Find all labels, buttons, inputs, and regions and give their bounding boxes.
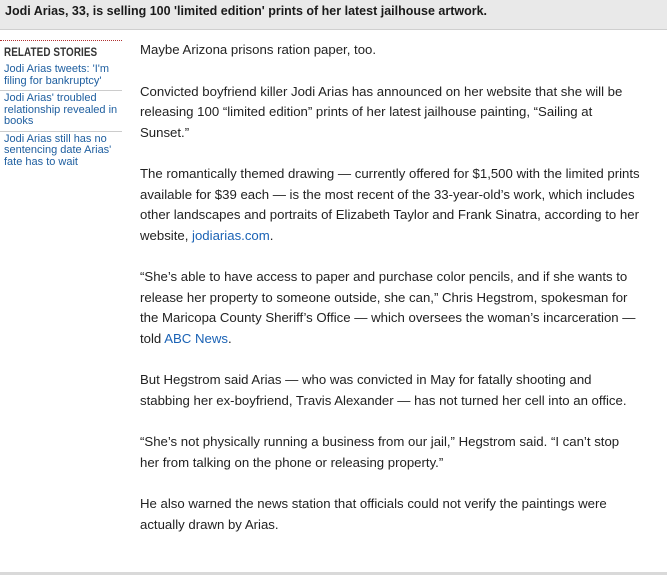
website-link[interactable]: jodiarias.com (192, 227, 270, 243)
paragraph-text: . (269, 227, 274, 243)
article-paragraph (140, 164, 640, 246)
paragraph-text: “She’s able to have access to paper and purchase color pencils, and if she wants to release her property to someone outside, she can,” Chris Hegstrom, spokesman for the Maricopa County Sheriff’s Office — which oversees the woman’s incarceration — told (140, 269, 636, 346)
related-stories-heading: RELATED STORIES (4, 47, 98, 59)
bottom-divider (0, 572, 667, 575)
related-story-link[interactable]: Jodi Arias still has no sentencing date Arias' fate has to wait (0, 131, 122, 172)
article-paragraph (140, 267, 640, 349)
article-paragraph: He also warned the news station that officials could not verify the paintings were actually drawn by Arias. (140, 496, 607, 532)
article-paragraph: Convicted boyfriend killer Jodi Arias has announced on her website that she will be releasing 100 “limited edition” prints of her latest jailhouse painting, “Sailing at Sunset.” (140, 83, 623, 140)
photo-caption: Jodi Arias, 33, is selling 100 'limited edition' prints of her latest jailhouse artwork. (0, 0, 667, 30)
article-paragraph: But Hegstrom said Arias — who was convicted in May for fatally shooting and stabbing her ex-boyfriend, Travis Alexander — has not turned her cell into an office. (140, 372, 627, 408)
abc-news-link[interactable]: ABC News (164, 330, 228, 346)
article-body (140, 40, 640, 556)
related-story-link[interactable]: Jodi Arias' troubled relationship revealed in books (0, 90, 122, 131)
related-stories-sidebar (0, 40, 122, 171)
paragraph-text: . (227, 330, 232, 346)
article-paragraph: Maybe Arizona prisons ration paper, too. (140, 42, 377, 57)
paragraph-text: The romantically themed drawing — currently offered for $1,500 with the limited prints available for $39 each — is the most recent of the 33-year-old’s work, which includes other landscapes and portraits of Elizabeth Taylor and Frank Sinatra, according to her website, (140, 166, 640, 243)
related-story-link[interactable]: Jodi Arias tweets: 'I'm filing for bankruptcy' (4, 63, 110, 87)
sidebar-divider (0, 40, 122, 41)
article-paragraph: “She’s not physically running a business from our jail,” Hegstrom said. “I can’t stop her from talking on the phone or releasing property.” (140, 434, 620, 470)
